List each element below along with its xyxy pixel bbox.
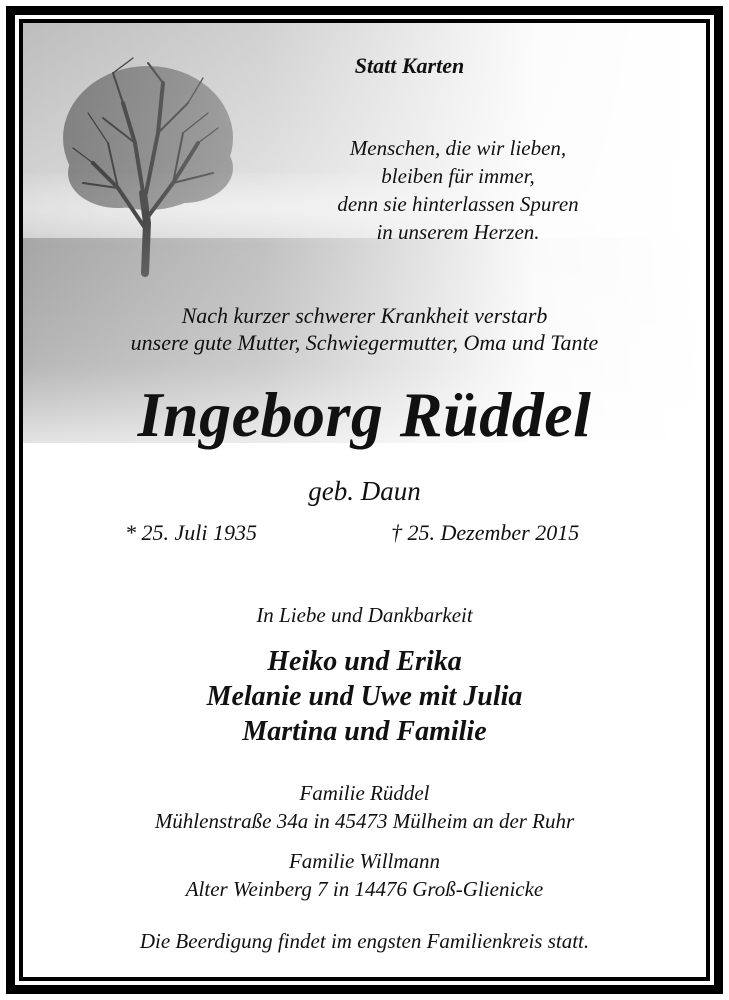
mourner-line: Martina und Familie	[242, 716, 487, 747]
address-family: Familie Willmann	[288, 849, 441, 873]
funeral-note: Die Beerdigung findet im engsten Familienkreis statt.	[139, 929, 590, 953]
poem-line: Menschen, die wir lieben,	[349, 136, 567, 160]
address-family: Familie Rüddel	[299, 781, 430, 805]
deceased-name: Ingeborg Rüddel	[137, 379, 592, 450]
birth-date: * 25. Juli 1935	[125, 520, 257, 545]
intro-line: Nach kurzer schwerer Krankheit verstarb	[181, 303, 548, 328]
mourner-line: Melanie und Uwe mit Julia	[206, 681, 523, 712]
poem-line: bleiben für immer,	[381, 164, 535, 188]
poem-line: denn sie hinterlassen Spuren	[337, 192, 579, 216]
death-date: † 25. Dezember 2015	[391, 520, 580, 545]
address-street: Mühlenstraße 34a in 45473 Mülheim an der Ruhr	[154, 809, 575, 833]
obituary-text	[23, 23, 706, 977]
intro-line: unsere gute Mutter, Schwiegermutter, Oma und Tante	[130, 330, 599, 355]
mourner-line: Heiko und Erika	[267, 646, 462, 677]
obituary-card	[19, 19, 710, 981]
header-statt-karten: Statt Karten	[354, 53, 465, 78]
address-street: Alter Weinberg 7 in 14476 Groß-Glienicke	[185, 877, 544, 901]
poem-line: in unserem Herzen.	[376, 220, 540, 244]
dedication: In Liebe und Dankbarkeit	[256, 603, 473, 627]
poem	[323, 134, 593, 246]
maiden-name: geb. Daun	[308, 476, 421, 506]
